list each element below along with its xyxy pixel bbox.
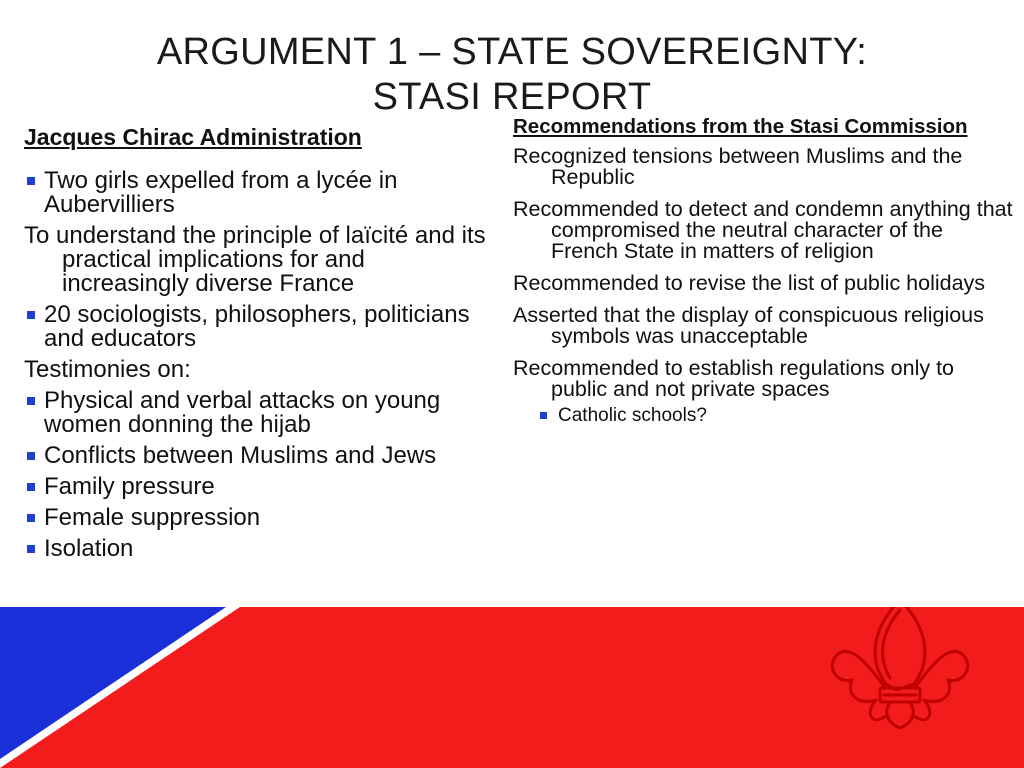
list-item: Two girls expelled from a lycée in Aubervilliers bbox=[24, 169, 494, 217]
left-column bbox=[24, 124, 494, 568]
tricolor-banner bbox=[0, 607, 1024, 768]
list-item: Conflicts between Muslims and Jews bbox=[24, 444, 494, 468]
list-item: Recommended to revise the list of public holidays bbox=[513, 271, 986, 295]
list-item: Asserted that the display of conspicuous religious symbols was unacceptable bbox=[513, 303, 984, 348]
title-line-2: STASI REPORT bbox=[372, 76, 652, 118]
title-line-1: ARGUMENT 1 – STATE SOVEREIGNTY: bbox=[156, 31, 868, 73]
list-item: Female suppression bbox=[24, 506, 494, 530]
list-item: 20 sociologists, philosophers, politicians and educators bbox=[24, 303, 494, 351]
list-item: Isolation bbox=[24, 537, 494, 561]
list-item: Family pressure bbox=[24, 475, 494, 499]
list-item: To understand the principle of laïcité and its practical implications for and increasingly diverse France bbox=[24, 222, 486, 297]
right-column bbox=[513, 116, 1013, 437]
list-item: Physical and verbal attacks on young women donning the hijab bbox=[24, 389, 494, 437]
left-heading: Jacques Chirac Administration bbox=[24, 124, 362, 150]
sub-list-item: Catholic schools? bbox=[513, 405, 1013, 426]
list-item: Recommended to establish regulations only to public and not private spaces bbox=[513, 356, 955, 401]
list-item: Recommended to detect and condemn anything that compromised the neutral character of the French State in matters of religion bbox=[513, 197, 1013, 263]
list-item: Recognized tensions between Muslims and the Republic bbox=[513, 144, 963, 189]
right-heading: Recommendations from the Stasi Commission bbox=[513, 115, 968, 138]
slide-title bbox=[0, 30, 1024, 120]
list-item: Testimonies on: bbox=[24, 356, 191, 383]
